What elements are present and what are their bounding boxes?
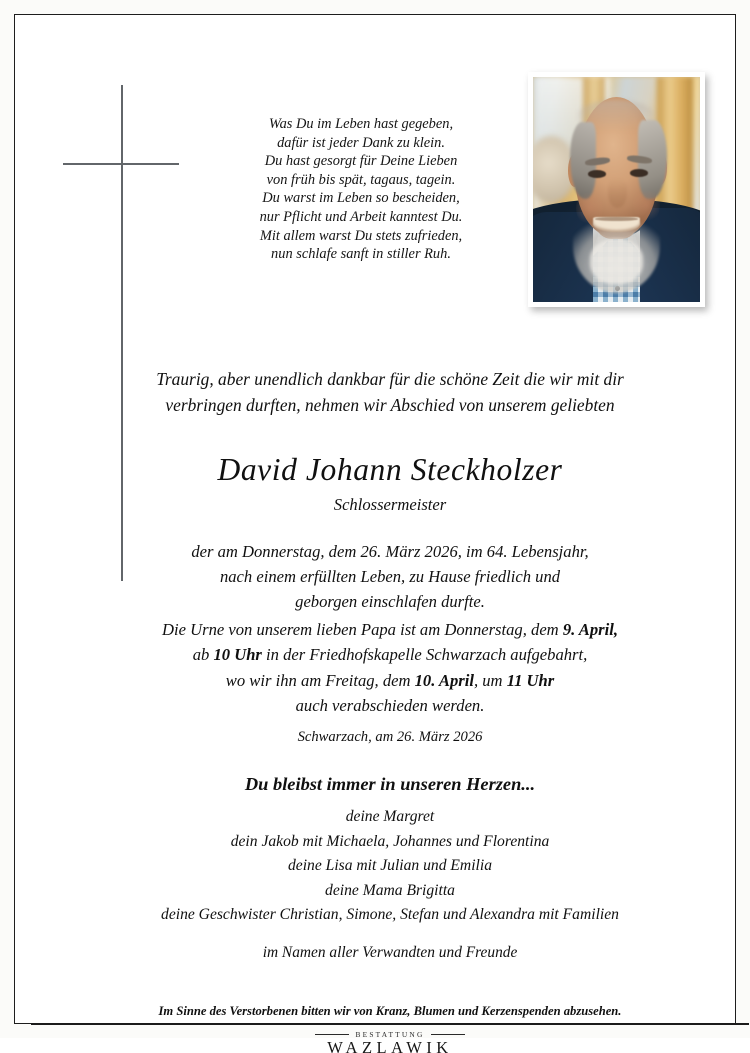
card-frame [14,14,736,1053]
funeral-line: auch verabschieden werden. [295,696,485,716]
family-list [55,805,725,928]
funeral-text: in der Friedhofskapelle Schwarzach aufgebahrt, [261,645,588,665]
footer-divider [31,1023,749,1025]
logo-rule-left [315,1034,349,1035]
funeral-line [55,617,725,642]
donation-request-note: Im Sinne des Verstorbenen bitten wir von Kranz, Blumen und Kerzenspenden abzusehen. [158,1004,622,1018]
poem-line: nun schlafe sanft in stiller Ruh. [271,246,451,263]
family-line: deine Lisa mit Julian und Emilia [287,857,492,875]
farewell-intro [55,367,725,418]
deceased-name: David Johann Steckholzer [217,452,563,487]
cross-horizontal-bar [63,163,179,165]
place-and-date: Schwarzach, am 26. März 2026 [297,729,483,745]
remembrance-heading: Du bleibst immer in unseren Herzen... [244,774,536,794]
portrait-eye-right [630,169,648,177]
funeral-text: wo wir ihn am Freitag, dem [225,670,415,690]
funeral-line [55,642,725,667]
logo-rule-right [431,1034,465,1035]
portrait-photo [528,72,705,307]
funeral-home-logo [15,1030,750,1053]
farewell-intro-line: Traurig, aber unendlich dankbar für die schöne Zeit die wir mit dir [156,369,624,389]
passing-details-line: geborgen einschlafen durfte. [295,592,485,611]
funeral-text: ab [192,645,214,665]
logo-word-bestattung: BESTATTUNG [355,1030,425,1039]
deceased-profession: Schlossermeister [333,495,447,514]
poem-line: Du warst im Leben so bescheiden, [262,190,460,207]
family-line: dein Jakob mit Michaela, Johannes und Florentina [230,832,550,850]
family-line: deine Mama Brigitta [325,881,455,899]
on-behalf-note: im Namen aller Verwandten und Freunde [262,944,518,961]
poem-line: Mit allem warst Du stets zufrieden, [259,227,463,244]
portrait-image [533,77,700,302]
passing-details-line: nach einem erfüllten Leben, zu Hause friedlich und [219,567,561,586]
poem-line: nur Pflicht und Arbeit kanntest Du. [259,208,463,225]
passing-details-line: der am Donnerstag, dem 26. März 2026, im 64. Lebensjahr, [191,542,589,561]
family-line: deine Margret [345,808,435,825]
portrait-chin-beard [590,239,643,284]
memorial-poem [211,115,511,264]
funeral-date-viewing: 9. April, [562,620,618,639]
poem-line: dafür ist jeder Dank zu klein. [277,134,445,151]
logo-word-wazlawik: WAZLAWIK [327,1038,453,1053]
funeral-text: , um [473,670,507,690]
portrait-mouth-line [595,217,638,221]
funeral-line [55,668,725,693]
funeral-arrangements [55,617,725,719]
farewell-intro-line: verbringen durften, nehmen wir Abschied von unserem geliebten [165,394,615,415]
family-line: deine Geschwister Christian, Simone, Stefan und Alexandra mit Familien [161,906,619,924]
passing-details [55,539,725,614]
funeral-time-viewing: 10 Uhr [213,645,262,665]
funeral-text: Die Urne von unserem lieben Papa ist am Donnerstag, dem [162,620,563,639]
funeral-time-service: 11 Uhr [506,670,555,690]
poem-line: von früh bis spät, tagaus, tagein. [266,171,456,188]
funeral-date-service: 10. April [414,670,474,690]
poem-line: Was Du im Leben hast gegeben, [268,116,454,132]
poem-line: Du hast gesorgt für Deine Lieben [264,153,458,170]
